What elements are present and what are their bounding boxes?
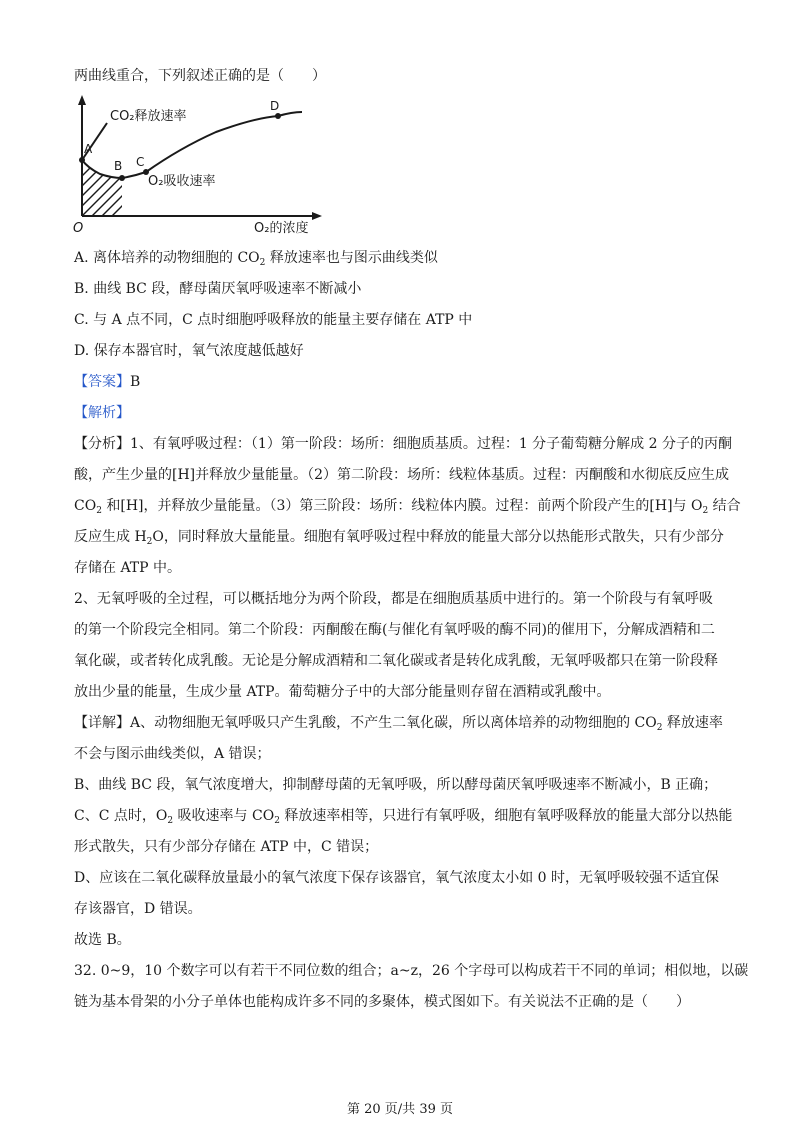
x-axis-label: O₂的浓度 [254, 221, 309, 236]
answer-tag: 【答案】 [74, 374, 130, 390]
question-tail: 两曲线重合，下列叙述正确的是（ ） [74, 68, 326, 84]
analysis-line-8: 氧化碳，或者转化成乳酸。无论是分解成酒精和二氧化碳或者是转化成乳酸，无氧呼吸都只在第一阶段释 [74, 653, 718, 669]
hatched-area [70, 158, 180, 228]
analysis-l4-sub: 2 [146, 537, 153, 547]
analysis-line-7: 的第一个阶段完全相同。第二个阶段：丙酮酸在酶(与催化有氧呼吸的酶不同)的催用下，分解成酒精和二 [74, 622, 715, 638]
detail-l4-c: 释放速率相等，只进行有氧呼吸，细胞有氧呼吸释放的能量大部分以热能 [279, 808, 733, 824]
detail-l4-sub: 2 [167, 816, 174, 826]
option-a-pre: A. 离体培养的动物细胞的 CO [74, 250, 260, 266]
y-axis-arrow-icon [78, 95, 86, 105]
o2-absorption-label: O₂吸收速率 [148, 174, 216, 189]
detail-l4-b: 吸收速率与 CO [173, 808, 275, 824]
point-c-label: C [136, 155, 145, 169]
analysis-l4-b: O，同时释放大量能量。细胞有氧呼吸过程中释放的能量大部分以热能形式散失，只有少部分 [152, 529, 724, 545]
detail-l1-b: 释放速率 [662, 715, 723, 731]
analysis-line-5: 存储在 ATP 中。 [74, 560, 182, 576]
option-c: C. 与 A 点不同，C 点时细胞呼吸释放的能量主要存储在 ATP 中 [74, 312, 473, 328]
point-d-label: D [270, 99, 280, 113]
detail-line-6: D、应该在二氧化碳释放量最小的氧气浓度下保存该器官，氧气浓度太小如 0 时，无氧呼吸较强不适宜保 [74, 870, 720, 886]
detail-tag: 【详解】 [74, 715, 130, 731]
analysis-line-1 [74, 434, 732, 454]
point-a-label: A [84, 142, 93, 156]
option-d: D. 保存本器官时，氧气浓度越低越好 [74, 343, 304, 359]
detail-l1-a: A、动物细胞无氧呼吸只产生乳酸，不产生二氧化碳，所以离体培养的动物细胞的 CO [130, 715, 657, 731]
option-a-post: 释放速率也与图示曲线类似 [265, 250, 438, 266]
co2-release-label: CO₂释放速率 [110, 109, 187, 124]
detail-line-2: 不会与图示曲线类似，A 错误； [74, 746, 271, 762]
detail-line-8: 故选 B。 [74, 932, 131, 948]
detail-line-7: 存该器官，D 错误。 [74, 901, 202, 917]
option-b: B. 曲线 BC 段，酵母菌厌氧呼吸速率不断减小 [74, 281, 362, 297]
analysis-tag: 【解析】 [74, 405, 130, 421]
analysis-line-2: 酸，产生少量的[H]并释放少量能量。（2）第二阶段：场所：线粒体基质。过程：丙酮酸和水彻底反应生成 [74, 467, 730, 483]
point-d-marker [275, 113, 281, 119]
detail-line-3: B、曲线 BC 段，氧气浓度增大，抑制酵母菌的无氧呼吸，所以酵母菌厌氧呼吸速率不断减小，B 正确； [74, 777, 718, 793]
option-a [74, 248, 438, 268]
page-footer: 第 20 页/共 39 页 [347, 1102, 453, 1117]
answer-value: B [130, 374, 141, 390]
point-a-marker [79, 157, 85, 163]
analysis-line-4 [74, 527, 724, 547]
origin-label: O [73, 221, 84, 236]
analysis-tag-fenxi: 【分析】 [74, 436, 130, 452]
next-question-line-1: 32. 0~9，10 个数字可以有若干不同位数的组合；a~z，26 个字母可以构成若干不同的单词；相似地，以碳 [74, 963, 749, 979]
analysis-l3-sub2: 2 [702, 506, 709, 516]
analysis-l3-a: CO [74, 498, 97, 514]
next-question-line-2: 链为基本骨架的小分子单体也能构成许多不同的多聚体，模式图如下。有关说法不正确的是（ ） [74, 994, 690, 1010]
o2-respiration-figure [70, 92, 330, 244]
point-b-label: B [114, 159, 123, 173]
analysis-l4-a: 反应生成 H [74, 529, 147, 545]
detail-l4-sub2: 2 [274, 816, 280, 826]
detail-line-1 [74, 713, 723, 733]
answer-line [74, 372, 140, 392]
analysis-l3-c: 结合 [708, 498, 741, 514]
analysis-l3-b: 和[H]，并释放少量能量。（3）第三阶段：场所：线粒体内膜。过程：前两个阶段产生的[H]与 O [101, 498, 703, 514]
detail-line-5: 形式散失，只有少部分存储在 ATP 中，C 错误； [74, 839, 379, 855]
detail-l4-a: C、C 点时，O [74, 808, 168, 824]
detail-line-4 [74, 806, 732, 826]
analysis-line-9: 放出少量的能量，生成少量 ATP。葡萄糖分子中的大部分能量则存留在酒精或乳酸中。 [74, 684, 611, 700]
analysis-line-6: 2、无氧呼吸的全过程，可以概括地分为两个阶段，都是在细胞质基质中进行的。第一个阶段与有氧呼吸 [74, 591, 713, 607]
analysis-l3-sub: 2 [96, 506, 102, 516]
detail-l1-sub: 2 [656, 723, 663, 733]
analysis-line-3 [74, 496, 741, 516]
option-a-sub: 2 [259, 258, 266, 268]
point-b-marker [119, 175, 125, 181]
analysis-line-1-text: 1、有氧呼吸过程：（1）第一阶段：场所：细胞质基质。过程：1 分子葡萄糖分解成 2 分子的丙酮 [130, 436, 732, 452]
x-axis-arrow-icon [312, 212, 322, 220]
